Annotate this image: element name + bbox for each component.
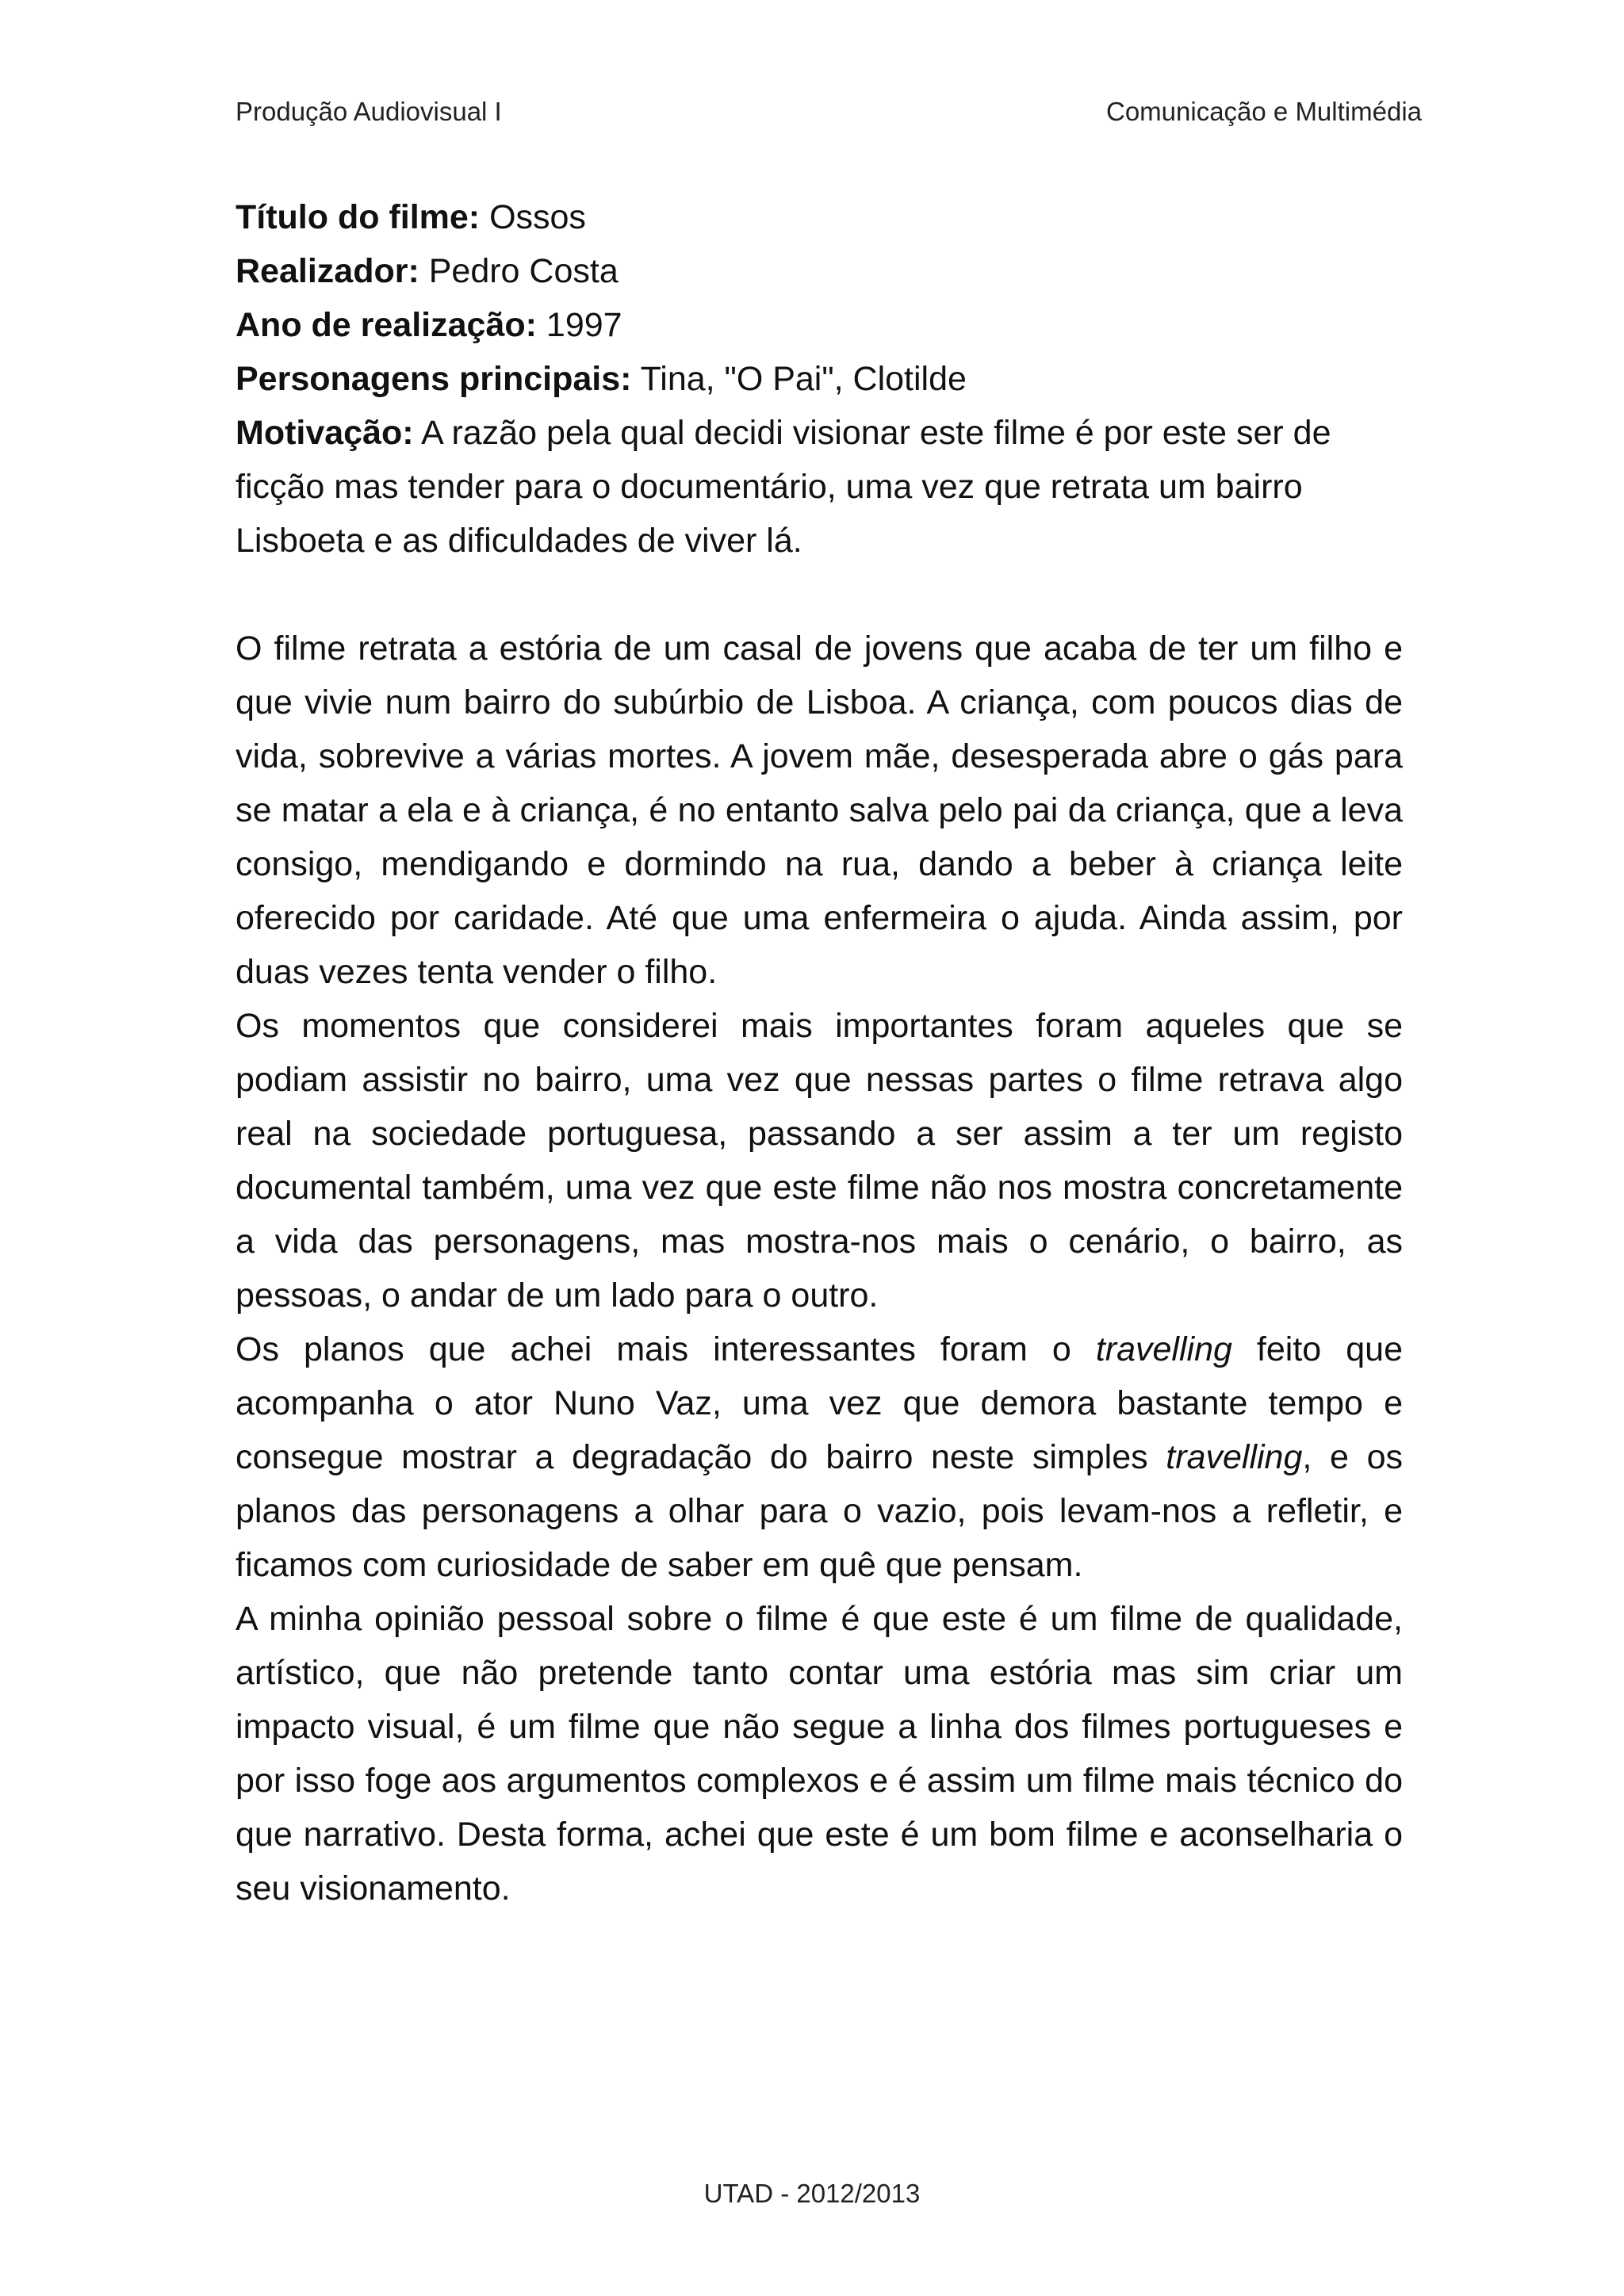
shots-text-1: Os planos que achei mais interessantes foram o bbox=[236, 1330, 1096, 1368]
paragraph-moments: Os momentos que considerei mais importantes foram aqueles que se podiam assistir no bairro, uma vez que nessas partes o filme retrava algo real na sociedade portuguesa, passando a ser assim a ter um registo documental também, uma vez que este filme não nos mostra concretamente a vida das personagens, mas mostra-nos mais o cenário, o bairro, as pessoas, o andar de um lado para o outro. bbox=[236, 1007, 1403, 1314]
meta-director bbox=[236, 244, 1403, 298]
header-course: Produção Audiovisual I bbox=[236, 97, 502, 126]
meta-title bbox=[236, 190, 1403, 244]
meta-director-value: Pedro Costa bbox=[419, 252, 619, 290]
meta-year-label: Ano de realização: bbox=[236, 306, 537, 344]
header-program: Comunicação e Multimédia bbox=[1105, 97, 1422, 126]
meta-characters bbox=[236, 352, 1403, 406]
document-body bbox=[236, 190, 1403, 1915]
shots-text-2: feito que acompanha o ator Nuno Vaz, uma vez que demora bastante tempo e consegue mostrar a degradação do bairro neste simples bbox=[236, 1330, 1403, 1476]
meta-motivation-value: A razão pela qual decidi visionar este filme é por este ser de ficção mas tender para o documentário, uma vez que retrata um bairro Lisboeta e as dificuldades de viver lá. bbox=[236, 414, 1331, 560]
meta-year bbox=[236, 298, 1403, 352]
shots-text-3: , e os planos das personagens a olhar para o vazio, pois levam-nos a refletir, e ficamos com curiosidade de saber em quê que pensam. bbox=[236, 1438, 1403, 1584]
paragraph-gap bbox=[236, 568, 1403, 622]
page-header bbox=[236, 97, 1422, 127]
meta-motivation-label: Motivação: bbox=[236, 414, 414, 452]
shots-italic-1: travelling bbox=[1095, 1330, 1232, 1368]
meta-characters-value: Tina, "O Pai", Clotilde bbox=[631, 360, 967, 398]
page-footer: UTAD - 2012/2013 bbox=[703, 2179, 921, 2208]
meta-motivation bbox=[236, 406, 1403, 568]
meta-director-label: Realizador: bbox=[236, 252, 419, 290]
shots-italic-2: travelling bbox=[1166, 1438, 1303, 1476]
meta-title-label: Título do filme: bbox=[236, 198, 481, 236]
paragraph-synopsis: O filme retrata a estória de um casal de jovens que acaba de ter um filho e que vivie num bairro do subúrbio de Lisboa. A criança, com poucos dias de vida, sobrevive a várias mortes. A jovem mãe, desesperada abre o gás para se matar a ela e à criança, é no entanto salva pelo pai da criança, que a leva consigo, mendigando e dormindo na rua, dando a beber à criança leite oferecido por caridade. Até que uma enfermeira o ajuda. Ainda assim, por duas vezes tenta vender o filho. bbox=[236, 629, 1403, 991]
meta-characters-label: Personagens principais: bbox=[236, 360, 632, 398]
paragraph-opinion: A minha opinião pessoal sobre o filme é que este é um filme de qualidade, artístico, que não pretende tanto contar uma estória mas sim criar um impacto visual, é um filme que não segue a linha dos filmes portugueses e por isso foge aos argumentos complexos e é assim um filme mais técnico do que narrativo. Desta forma, achei que este é um bom filme e aconselharia o seu visionamento. bbox=[236, 1600, 1403, 1908]
meta-title-value: Ossos bbox=[480, 198, 586, 236]
paragraph-shots bbox=[236, 1322, 1403, 1592]
meta-year-value: 1997 bbox=[536, 306, 622, 344]
